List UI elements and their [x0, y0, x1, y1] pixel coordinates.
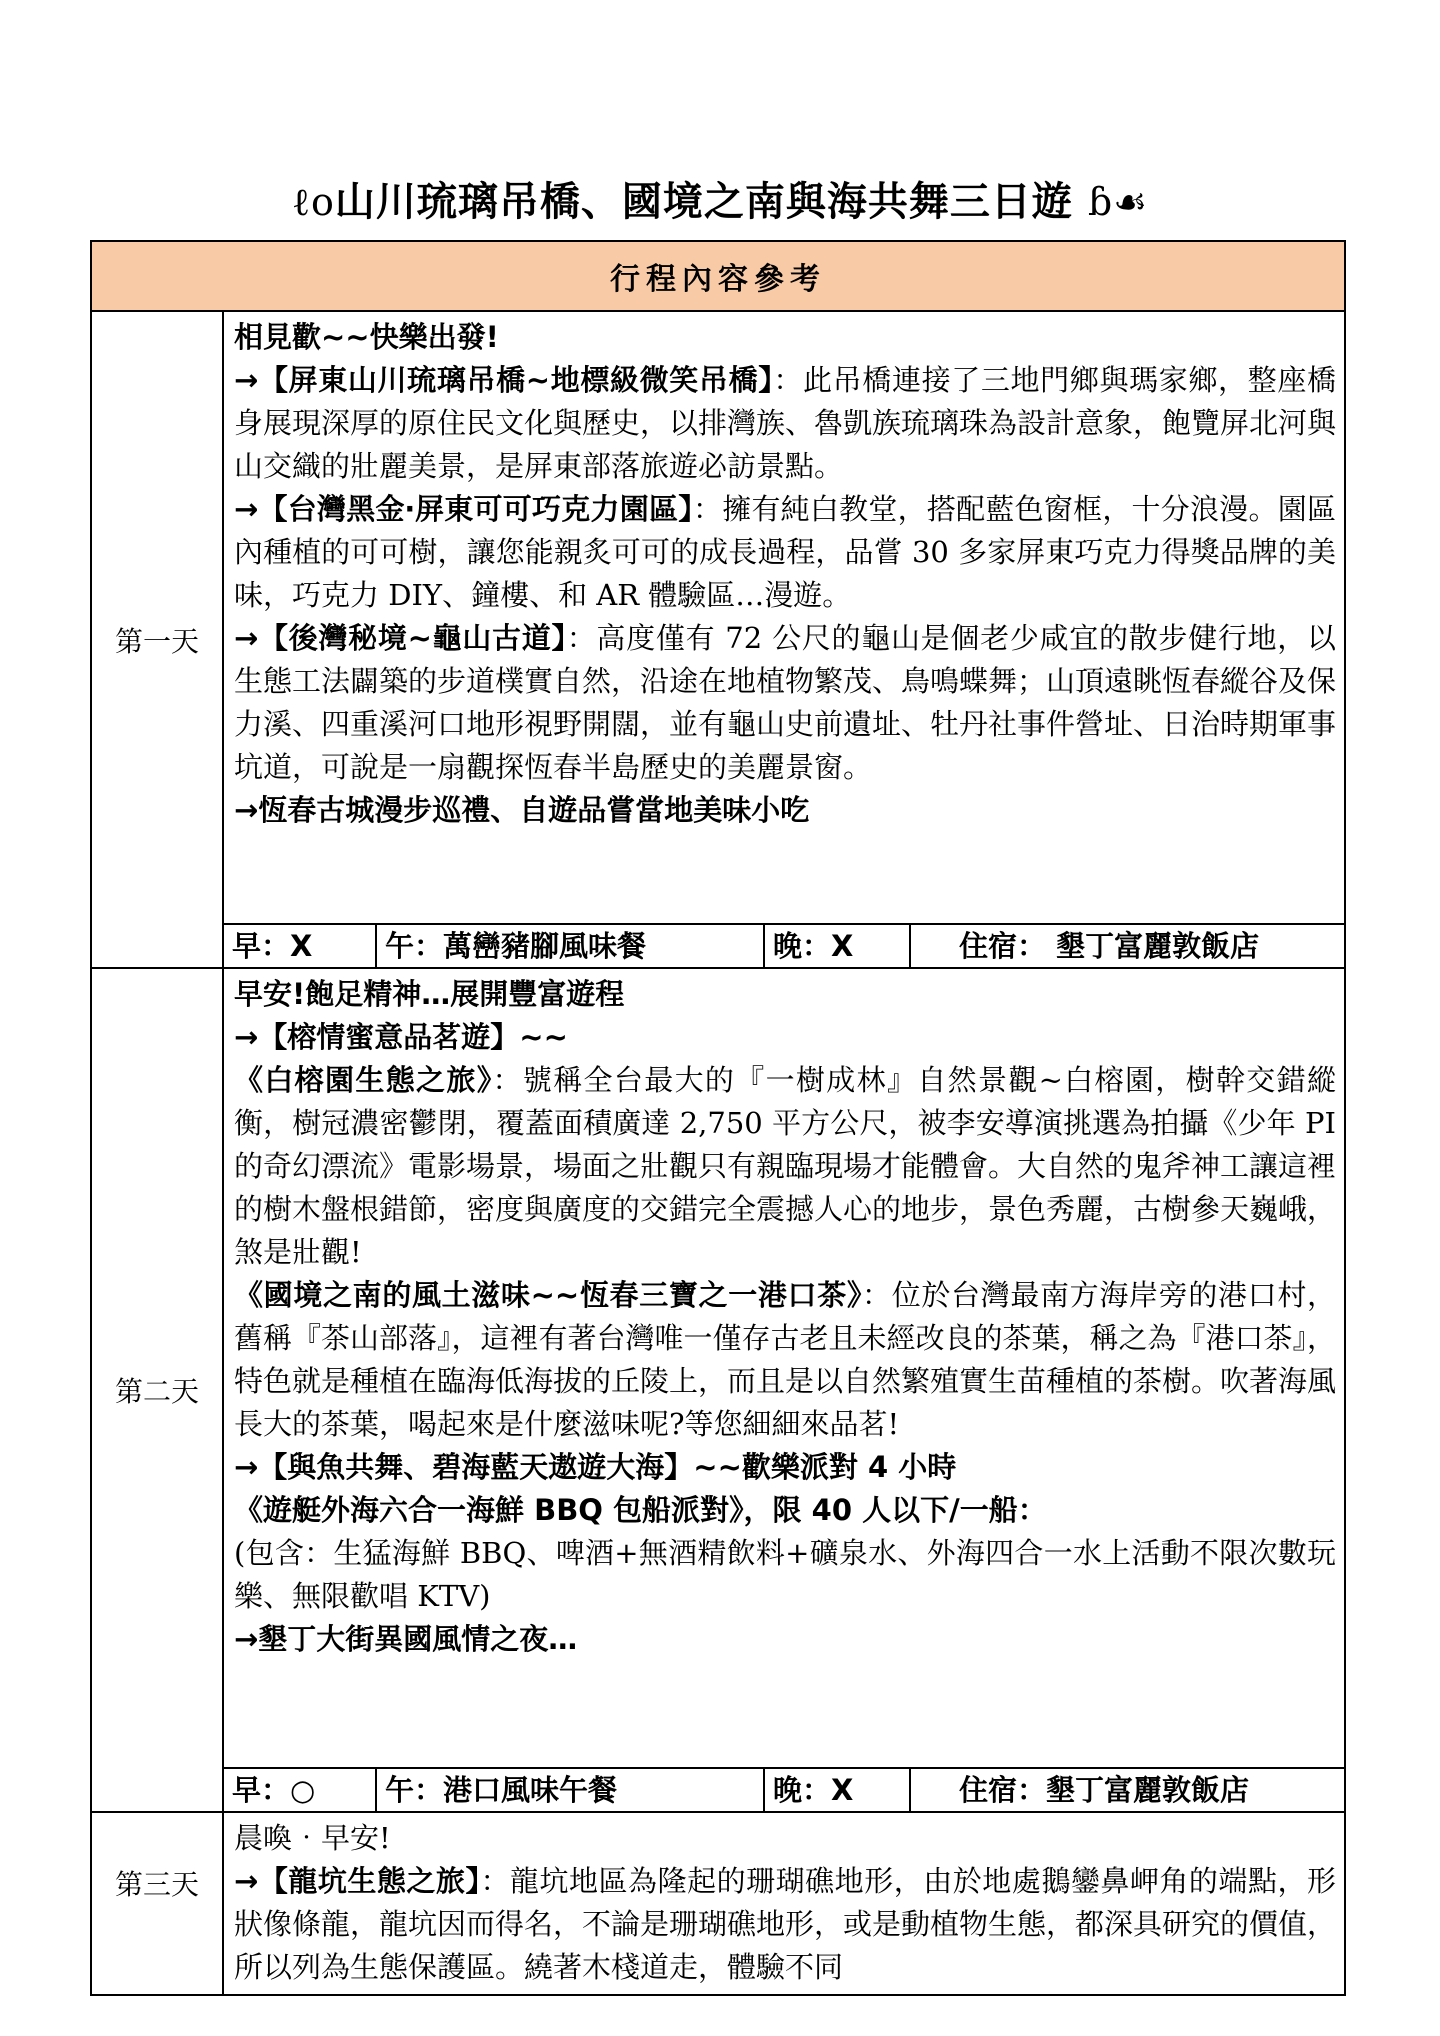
paragraph: 《白榕園生態之旅》：號稱全台最大的『一樹成林』自然景觀~白榕園，樹幹交錯縱衡，樹冠濃密鬱閉，覆蓋面積廣達 2,750 平方公尺，被李安導演挑選為拍攝《少年 PI 的奇幻漂流》電影場景，場面之壯觀只有親臨現場才能體會。大自然的鬼斧神工讓這裡的樹木盤根錯節，密度與廣度的交錯完全震撼人心的地步，景色秀麗，古樹參天巍峨，煞是壯觀! — [234, 1063, 1337, 1269]
lunch: 午：港口風味午餐 — [376, 1769, 764, 1811]
meal-row — [223, 924, 1345, 968]
right-ornament: ɓ☙ — [1087, 180, 1149, 224]
title-text: 山川琉璃吊橋、國境之南與海共舞三日遊 — [334, 179, 1073, 225]
paragraph: 《國境之南的風土滋味~~恆春三寶之一港口茶》：位於台灣最南方海岸旁的港口村，舊稱『茶山部落』，這裡有著台灣唯一僅存古老且未經改良的茶葉，稱之為『港口茶』，特色就是種植在臨海低海拔的丘陵上，而且是以自然繁殖實生苗種植的茶樹。吹著海風長大的茶葉，喝起來是什麼滋味呢?等您細細來品茗! — [234, 1278, 1337, 1441]
paragraph: →【台灣黑金‧屏東可可巧克力園區】：擁有純白教堂，搭配藍色窗框，十分浪漫。園區內種植的可可樹，讓您能親炙可可的成長過程，品嘗 30 多家屏東巧克力得獎品牌的美味，巧克力 DIY、鐘樓、和 AR 體驗區…漫遊。 — [234, 492, 1336, 612]
left-ornament: ℓο — [291, 180, 335, 224]
day-content — [223, 968, 1345, 1768]
page-title — [0, 172, 1440, 232]
paragraph: 早安!飽足精神…展開豐富遊程 — [234, 977, 625, 1011]
day-label: 第一天 — [91, 311, 223, 968]
itinerary-table — [90, 240, 1346, 1996]
dinner: 晚：X — [764, 925, 910, 967]
lodging: 住宿：墾丁富麗敦飯店 — [910, 1769, 1344, 1811]
paragraph: 《遊艇外海六合一海鮮 BBQ 包船派對》，限 40 人以下/一船： — [234, 1493, 1047, 1527]
paragraph: 相見歡~~快樂出發! — [234, 320, 499, 354]
paragraph: →恆春古城漫步巡禮、自遊品嘗當地美味小吃 — [234, 793, 810, 827]
paragraph: →【後灣秘境~龜山古道】：高度僅有 72 公尺的龜山是個老少咸宜的散步健行地，以生態工法闢築的步道樸實自然，沿途在地植物繁茂、鳥鳴蝶舞；山頂遠眺恆春縱谷及保力溪、四重溪河口地形視野開闊，並有龜山史前遺址、牡丹社事件營址、日治時期軍事坑道，可說是一扇觀探恆春半島歷史的美麗景窗。 — [234, 621, 1337, 784]
paragraph: →【屏東山川琉璃吊橋~地標級微笑吊橋】：此吊橋連接了三地門鄉與瑪家鄉，整座橋身展現深厚的原住民文化與歷史，以排灣族、魯凱族琉璃珠為設計意象，飽覽屏北河與山交織的壯麗美景，是屏東部落旅遊必訪景點。 — [234, 363, 1337, 483]
lunch: 午：萬巒豬腳風味餐 — [376, 925, 764, 967]
paragraph: →【龍坑生態之旅】：龍坑地區為隆起的珊瑚礁地形，由於地處鵝鑾鼻岬角的端點，形狀像條龍，龍坑因而得名，不論是珊瑚礁地形，或是動植物生態，都深具研究的價值，所以列為生態保護區。繞著木棧道走，體驗不同 — [234, 1864, 1337, 1984]
paragraph: →【與魚共舞、碧海藍天遨遊大海】~~歡樂派對 4 小時 — [234, 1450, 957, 1484]
paragraph: (包含：生猛海鮮 BBQ、啤酒+無酒精飲料+礦泉水、外海四合一水上活動不限次數玩樂、無限歡唱 KTV) — [234, 1536, 1336, 1613]
day-content — [223, 1812, 1345, 1995]
breakfast: 早：X — [232, 929, 313, 963]
table-header: 行程內容參考 — [91, 241, 1345, 311]
paragraph: →【榕情蜜意品茗遊】~~ — [234, 1020, 568, 1054]
day-label: 第二天 — [91, 968, 223, 1812]
paragraph: 晨喚‧早安! — [234, 1821, 391, 1855]
day-label: 第三天 — [91, 1812, 223, 1995]
breakfast: 早：○ — [232, 1773, 316, 1807]
paragraph: →墾丁大街異國風情之夜… — [234, 1622, 578, 1656]
dinner: 晚：X — [764, 1769, 910, 1811]
lodging: 住宿： 墾丁富麗敦飯店 — [910, 925, 1344, 967]
day-content — [223, 311, 1345, 924]
meal-row — [223, 1768, 1345, 1812]
